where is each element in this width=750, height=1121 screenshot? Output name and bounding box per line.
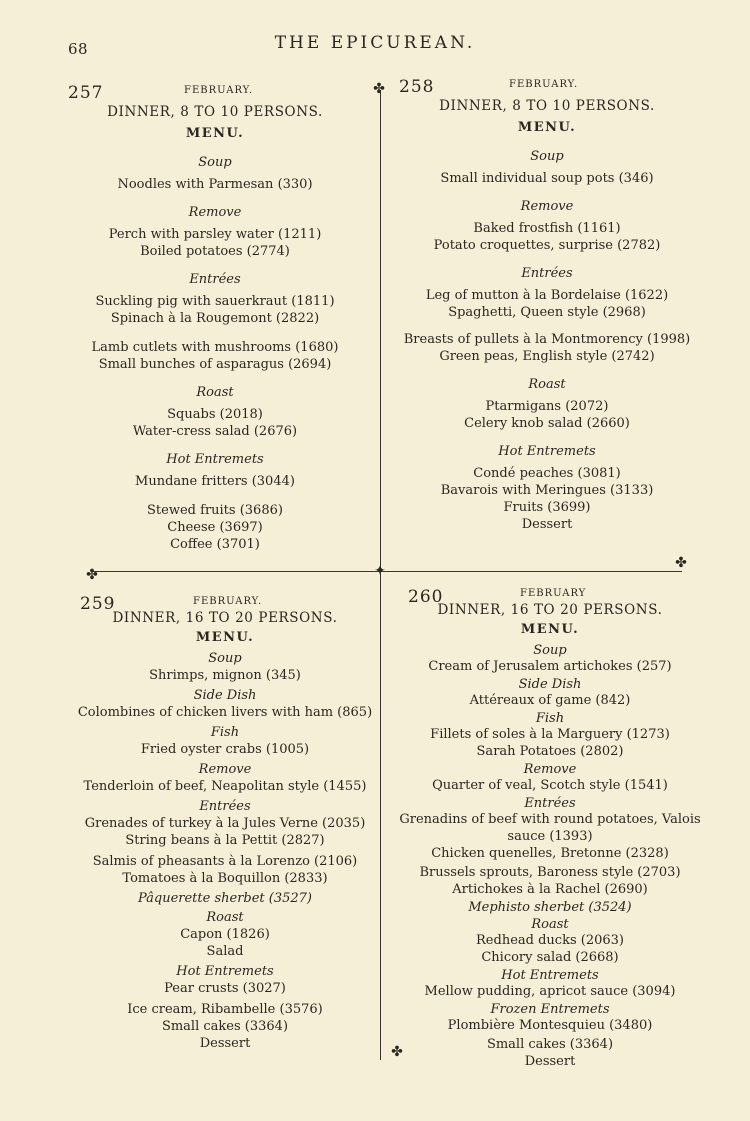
course-block <box>70 1001 380 1052</box>
course-name: Soup <box>533 643 567 658</box>
course-name: Entrées <box>199 799 251 814</box>
course-block <box>395 917 705 966</box>
menu-259 <box>70 610 380 1052</box>
course-block <box>60 205 370 260</box>
dish-item: Plombière Montesquieu (3480) <box>447 1018 653 1033</box>
course-block <box>395 677 705 709</box>
dish-item: Fillets of soles à la Marguery (1273) <box>430 727 670 742</box>
dish-item: Stewed fruits (3686) <box>147 503 283 518</box>
dish-item: Dessert <box>524 1054 576 1069</box>
course-name: Soup <box>530 149 564 164</box>
dish-item: Noodles with Parmesan (330) <box>117 177 313 192</box>
course-block <box>70 853 380 887</box>
course-block <box>395 796 705 862</box>
course-block <box>70 725 380 758</box>
course-name: Remove <box>188 205 242 220</box>
course-block <box>70 964 380 997</box>
course-name: Soup <box>208 651 242 666</box>
ornament-icon: ✤ <box>373 81 385 97</box>
course-name: Entrées <box>524 796 576 811</box>
dish-item: Potato croquettes, surprise (2782) <box>433 238 661 253</box>
course-name: Remove <box>198 762 252 777</box>
menu-title: DINNER, 16 TO 20 PERSONS. <box>437 602 663 618</box>
running-head: THE EPICUREAN. <box>274 33 476 53</box>
course-block <box>392 331 702 365</box>
dish-item: Pear crusts (3027) <box>164 981 286 996</box>
dish-item: Spaghetti, Queen style (2968) <box>448 305 646 320</box>
course-name: Remove <box>520 199 574 214</box>
dish-item: String beans à la Pettit (2827) <box>125 833 325 848</box>
menu-label: MENU. <box>520 622 580 637</box>
course-name: Pâquerette sherbet (3527) <box>137 891 313 906</box>
course-name: Entrées <box>521 266 573 281</box>
menu-257 <box>60 104 370 553</box>
course-block <box>395 864 705 898</box>
course-name: Hot Entremets <box>501 968 599 983</box>
course-block <box>70 762 380 795</box>
dish-item: Condé peaches (3081) <box>473 466 621 481</box>
ornament-icon: ✤ <box>675 555 687 571</box>
course-block <box>395 968 705 1000</box>
course-block <box>392 149 702 187</box>
dish-item: Water-cress salad (2676) <box>132 424 298 439</box>
course-name: Side Dish <box>193 688 257 703</box>
menu-title: DINNER, 8 TO 10 PERSONS. <box>439 98 655 114</box>
dish-item: Salad <box>206 944 244 959</box>
course-block <box>60 272 370 327</box>
dish-item: Fruits (3699) <box>503 500 591 515</box>
dish-item: Fried oyster crabs (1005) <box>140 742 310 757</box>
dish-item: sauce (1393) <box>507 829 593 844</box>
dish-item: Grenades of turkey à la Jules Verne (2035) <box>84 816 366 831</box>
course-block <box>70 651 380 684</box>
menu-month: FEBRUARY <box>520 588 587 599</box>
dish-item: Grenadins of beef with round potatoes, Valois <box>399 812 701 827</box>
dish-item: Lamb cutlets with mushrooms (1680) <box>91 340 339 355</box>
dish-item: Green peas, English style (2742) <box>439 349 655 364</box>
menu-month: FEBRUARY. <box>193 596 263 607</box>
dish-item: Sarah Potatoes (2802) <box>476 744 624 759</box>
dish-item: Suckling pig with sauerkraut (1811) <box>95 294 335 309</box>
course-name: Fish <box>210 725 240 740</box>
menu-number: 258 <box>399 77 435 97</box>
dish-item: Small cakes (3364) <box>486 1037 614 1052</box>
dish-item: Spinach à la Rougemont (2822) <box>110 311 320 326</box>
dish-item: Baked frostfish (1161) <box>473 221 621 236</box>
course-name: Fish <box>535 711 565 726</box>
course-block <box>60 339 370 373</box>
menu-number: 257 <box>68 83 104 103</box>
course-block <box>392 377 702 432</box>
dish-item: Small individual soup pots (346) <box>440 171 654 186</box>
dish-item: Cheese (3697) <box>167 520 263 535</box>
menu-title: DINNER, 16 TO 20 PERSONS. <box>112 610 338 626</box>
dish-item: Quarter of veal, Scotch style (1541) <box>432 778 668 793</box>
course-block <box>392 199 702 254</box>
course-block <box>70 891 380 906</box>
course-block <box>395 762 705 794</box>
dish-item: Redhead ducks (2063) <box>476 933 624 948</box>
dish-item: Chicken quenelles, Bretonne (2328) <box>431 846 669 861</box>
dish-item: Salmis of pheasants à la Lorenzo (2106) <box>92 854 358 869</box>
course-name: Hot Entremets <box>498 444 596 459</box>
menu-number: 260 <box>408 587 444 607</box>
course-name: Hot Entremets <box>176 964 274 979</box>
course-name: Mephisto sherbet (3524) <box>468 900 632 915</box>
menu-label: MENU. <box>185 126 245 141</box>
ornament-icon: ✦ <box>374 563 386 579</box>
menu-260 <box>395 602 705 1070</box>
dish-item: Mundane fritters (3044) <box>135 474 295 489</box>
dish-item: Brussels sprouts, Baroness style (2703) <box>419 865 681 880</box>
page-number: 68 <box>68 40 89 58</box>
course-name: Roast <box>206 910 244 925</box>
menu-number: 259 <box>80 594 116 614</box>
dish-item: Mellow pudding, apricot sauce (3094) <box>424 984 676 999</box>
menu-label: MENU. <box>517 120 577 135</box>
course-name: Remove <box>523 762 577 777</box>
menu-258 <box>392 98 702 533</box>
dish-item: Dessert <box>521 517 573 532</box>
course-name: Soup <box>198 155 232 170</box>
dish-item: Small bunches of asparagus (2694) <box>98 357 332 372</box>
dish-item: Coffee (3701) <box>170 537 260 552</box>
course-block <box>70 688 380 721</box>
course-block <box>70 799 380 849</box>
course-name: Entrées <box>189 272 241 287</box>
course-block <box>60 502 370 553</box>
dish-item: Dessert <box>199 1036 251 1051</box>
dish-item: Ice cream, Ribambelle (3576) <box>127 1002 323 1017</box>
menu-title: DINNER, 8 TO 10 PERSONS. <box>107 104 323 120</box>
course-block <box>395 643 705 675</box>
dish-item: Colombines of chicken livers with ham (865) <box>77 705 373 720</box>
dish-item: Tenderloin of beef, Neapolitan style (1455) <box>83 779 367 794</box>
dish-item: Tomatoes à la Boquillon (2833) <box>122 871 328 886</box>
ornament-icon: ✤ <box>86 567 98 583</box>
horizontal-rule <box>92 571 682 572</box>
course-block <box>395 1002 705 1034</box>
course-name: Roast <box>531 917 569 932</box>
dish-item: Artichokes à la Rachel (2690) <box>452 882 648 897</box>
course-name: Roast <box>528 377 566 392</box>
course-block <box>395 900 705 915</box>
menu-label: MENU. <box>195 630 255 645</box>
menu-month: FEBRUARY. <box>509 79 579 90</box>
dish-item: Capon (1826) <box>180 927 270 942</box>
course-name: Hot Entremets <box>166 452 264 467</box>
course-block <box>60 385 370 440</box>
dish-item: Bavarois with Meringues (3133) <box>440 483 654 498</box>
dish-item: Ptarmigans (2072) <box>485 399 609 414</box>
dish-item: Cream of Jerusalem artichokes (257) <box>428 659 672 674</box>
dish-item: Squabs (2018) <box>167 407 263 422</box>
ornament-icon: ✤ <box>391 1044 403 1060</box>
menu-month: FEBRUARY. <box>184 85 254 96</box>
dish-item: Small cakes (3364) <box>161 1019 289 1034</box>
dish-item: Shrimps, mignon (345) <box>149 668 301 683</box>
course-name: Roast <box>196 385 234 400</box>
course-name: Side Dish <box>518 677 582 692</box>
dish-item: Chicory salad (2668) <box>481 950 619 965</box>
dish-item: Perch with parsley water (1211) <box>108 227 322 242</box>
dish-item: Breasts of pullets à la Montmorency (1998) <box>403 332 691 347</box>
dish-item: Attéreaux of game (842) <box>469 693 631 708</box>
course-block <box>392 266 702 321</box>
course-block <box>395 711 705 760</box>
course-block <box>392 444 702 533</box>
course-block <box>60 155 370 193</box>
dish-item: Boiled potatoes (2774) <box>140 244 290 259</box>
course-block <box>70 910 380 960</box>
course-block <box>60 452 370 490</box>
course-name: Frozen Entremets <box>490 1002 610 1017</box>
course-block <box>395 1036 705 1070</box>
dish-item: Celery knob salad (2660) <box>464 416 630 431</box>
dish-item: Leg of mutton à la Bordelaise (1622) <box>425 288 669 303</box>
